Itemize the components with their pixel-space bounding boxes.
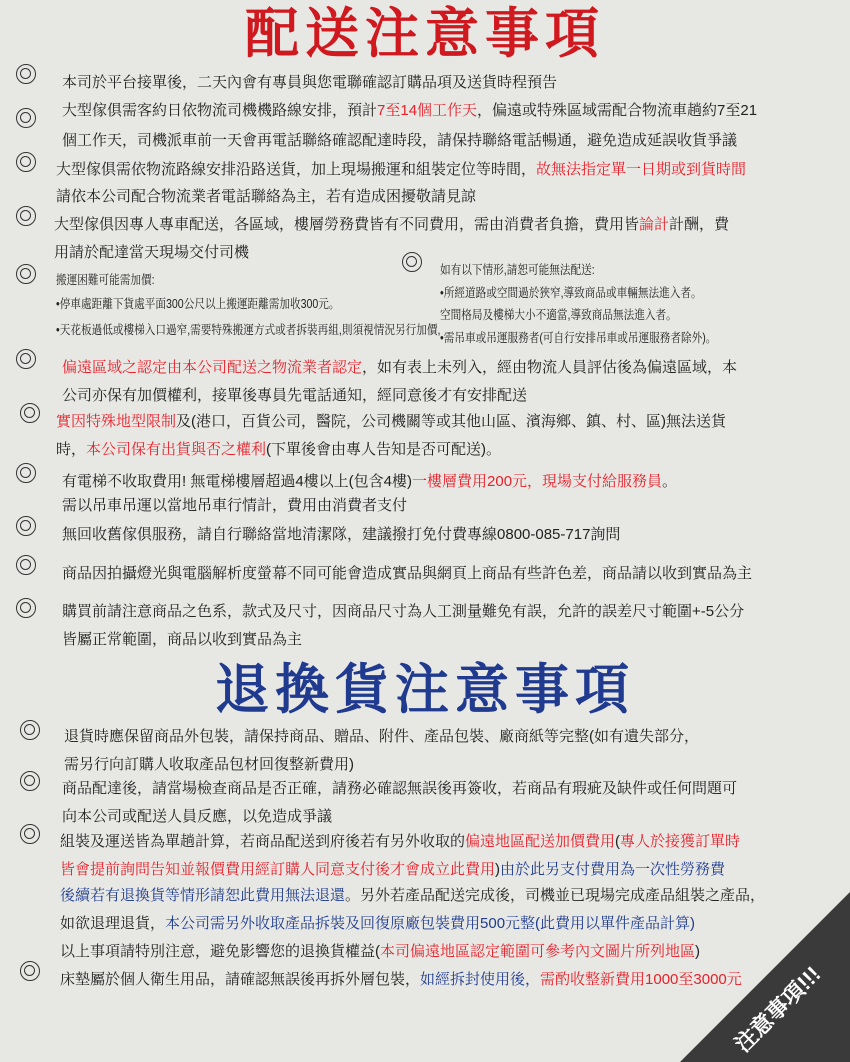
notice-line: [60, 860, 725, 880]
notice-text: 計酬，費: [669, 216, 730, 233]
notice-line: [440, 283, 702, 303]
notice-highlight-red: 故無法指定單一日期或到貨時間: [536, 161, 747, 178]
notice-line: [56, 294, 340, 314]
notice-line: [56, 187, 476, 207]
double-circle-icon: [16, 463, 36, 483]
notice-text: 退貨時應保留商品外包裝，請保持商品、贈品、附件、產品包裝、廠商紙等完整(如有遺失部分，: [64, 728, 699, 745]
notice-line: [62, 807, 332, 827]
notice-text: 有電梯不收取費用! 無電梯樓層超過4樓以上(包含4樓): [62, 473, 413, 490]
return-notice-title: 退換貨注意事項: [215, 660, 635, 720]
notice-line: [56, 440, 501, 460]
notice-highlight-red: 論計: [639, 216, 670, 233]
notice-text: 皆屬正常範圍，商品以收到實品為主: [62, 631, 303, 648]
double-circle-icon: [20, 403, 40, 423]
double-circle-icon: [20, 824, 40, 844]
notice-line: [62, 496, 407, 516]
notice-text: 大型傢俱因專人專車配送，各區域，樓層勞務費皆有不同費用，需由消費者負擔，費用皆: [54, 216, 640, 233]
double-circle-icon: [16, 152, 36, 172]
notice-text: ): [695, 943, 701, 960]
notice-line: [60, 970, 742, 990]
notice-highlight-red: 7至14個工作天: [377, 102, 478, 119]
notice-text: 請依本公司配合物流業者電話聯絡為主，若有造成困擾敬請見諒: [56, 188, 477, 205]
notice-text: 時，: [56, 441, 87, 458]
notice-line: [62, 131, 737, 151]
notice-text: 用請於配達當天現場交付司機: [54, 244, 250, 261]
notice-line: [60, 832, 740, 852]
notice-text: 空間格局及樓梯大小不適當,導致商品無法進入者。: [440, 308, 677, 322]
double-circle-icon: [16, 108, 36, 128]
notice-line: [62, 564, 752, 584]
notice-text: 無回收舊傢俱服務，請自行聯絡當地清潔隊，建議撥打免付費專線0800-085-717詢問: [62, 526, 621, 543]
notice-text: 搬運困難可能需加價:: [56, 273, 155, 287]
notice-text: 商品因拍攝燈光與電腦解析度螢幕不同可能會造成實品與網頁上商品有些許色差，商品請以收到實品為主: [62, 565, 753, 582]
corner-banner-label: 注意事項!!!: [729, 961, 826, 1057]
notice-highlight-blue: 由於此另支付費用為一次性勞務費: [500, 861, 726, 878]
notice-text: 大型傢俱需客約日依物流司機機路線安排，預計: [62, 102, 378, 119]
notice-text: 。另外若產品配送完成後，司機並已現場完成產品組裝之產品，: [345, 887, 766, 904]
notice-highlight-red: 需酌收整新費用1000至3000元: [540, 971, 742, 988]
notice-text: 向本公司或配送人員反應，以免造成爭議: [62, 808, 333, 825]
notice-text: 個工作天，司機派車前一天會再電話聯絡確認配達時段，請保持聯絡電話暢通，避免造成延誤收貨爭議: [62, 132, 738, 149]
notice-text: •停車處距離下貨處平面300公尺以上搬運距離需加收300元。: [56, 297, 340, 311]
double-circle-icon: [20, 771, 40, 791]
double-circle-icon: [402, 252, 422, 272]
notice-line: [440, 328, 716, 348]
notice-text: 公司亦保有加價權利，接單後專員先電話通知，經同意後才有安排配送: [62, 387, 528, 404]
notice-text: ，如有表上未列入，經由物流人員評估後為偏遠區域，本: [362, 359, 738, 376]
double-circle-icon: [20, 720, 40, 740]
notice-line: [60, 886, 765, 906]
notice-text: 大型傢俱需依物流路線安排沿路送貨，加上現場搬運和組裝定位等時間，: [56, 161, 537, 178]
notice-highlight-red: 皆會提前詢問告知並報價費用經訂購人同意支付後才會成立此費用: [60, 861, 496, 878]
notice-text: 如有以下情形,請恕可能無法配送:: [440, 263, 595, 277]
notice-line: [56, 320, 440, 340]
notice-highlight-red: 實因特殊地型限制: [56, 413, 177, 430]
notice-highlight-red: 本司偏遠地區認定範圍可參考內文圖片所列地區: [380, 943, 696, 960]
notice-highlight-blue: 如經拆封使用後，: [420, 971, 541, 988]
notice-text: 床墊屬於個人衛生用品，請確認無誤後再拆外層包裝，: [60, 971, 421, 988]
notice-text: 購買前請注意商品之色系，款式及尺寸，因商品尺寸為人工測量難免有誤，允許的誤差尺寸範圍+-5公分: [62, 603, 745, 620]
notice-text: ): [495, 861, 501, 878]
notice-line: [62, 472, 677, 492]
notice-text: 及(港口，百貨公司，醫院，公司機關等或其他山區、濱海鄉、鎮、村、區)無法送貨: [176, 413, 727, 430]
notice-line: [62, 525, 620, 545]
notice-highlight-red: 一樓層費用200元，現場支付給服務員: [412, 473, 663, 490]
double-circle-icon: [16, 206, 36, 226]
notice-line: [62, 602, 744, 622]
double-circle-icon: [16, 349, 36, 369]
notice-text: 需另行向訂購人收取產品包材回復整新費用): [64, 756, 354, 773]
notice-text: 。: [662, 473, 678, 490]
notice-highlight-red: 專人於接獲訂單時: [620, 833, 741, 850]
notice-text: (下單後會由專人告知是否可配送)。: [266, 441, 502, 458]
notice-line: [64, 727, 699, 747]
notice-line: [56, 270, 155, 290]
notice-highlight-blue: 後續若有退換貨等情形請恕此費用無法退還: [60, 887, 346, 904]
notice-line: [62, 73, 557, 93]
notice-line: [62, 358, 737, 378]
notice-text: •天花板過低或樓梯入口過窄,需要特殊搬運方式或者拆裝再組,則須視情況另行加價,: [56, 323, 441, 337]
notice-text: 本司於平台接單後，二天內會有專員與您電聯確認訂購品項及送貨時程預告: [62, 74, 558, 91]
notice-line: [440, 260, 595, 280]
double-circle-icon: [16, 516, 36, 536]
notice-line: [62, 101, 757, 121]
notice-text: 需以吊車吊運以當地吊車行情計，費用由消費者支付: [62, 497, 408, 514]
notice-text: 以上事項請特別注意，避免影響您的退換貨權益(: [60, 943, 380, 960]
double-circle-icon: [16, 555, 36, 575]
notice-line: [440, 305, 677, 325]
notice-text: •需吊車或吊運服務者(可自行安排吊車或吊運服務者除外)。: [440, 331, 717, 345]
notice-line: [60, 914, 695, 934]
notice-text: ，偏遠或特殊區域需配合物流車趟約7至21: [477, 102, 758, 119]
notice-highlight-blue: 本公司需另外收取產品拆裝及回復原廠包裝費用500元整(此費用以單件產品計算): [165, 915, 696, 932]
notice-highlight-red: 偏遠地區配送加價費用: [465, 833, 616, 850]
double-circle-icon: [16, 598, 36, 618]
double-circle-icon: [20, 961, 40, 981]
notice-text: •所經道路或空間過於狹窄,導致商品或車輛無法進入者。: [440, 286, 702, 300]
notice-highlight-red: 偏遠區域之認定由本公司配送之物流業者認定: [62, 359, 363, 376]
notice-text: 如欲退理退貨，: [60, 915, 166, 932]
delivery-notice-title: 配送注意事項: [245, 4, 605, 64]
notice-text: 商品配達後，請當場檢查商品是否正確，請務必確認無誤後再簽收，若商品有瑕疵及缺件或任何問題可: [62, 780, 738, 797]
notice-highlight-red: 本公司保有出貨與否之權利: [86, 441, 267, 458]
notice-line: [56, 160, 746, 180]
double-circle-icon: [16, 64, 36, 84]
notice-line: [56, 412, 726, 432]
notice-text: (: [615, 833, 621, 850]
notice-line: [54, 243, 249, 263]
notice-line: [62, 630, 302, 650]
notice-line: [62, 386, 527, 406]
double-circle-icon: [16, 264, 36, 284]
notice-line: [64, 755, 354, 775]
notice-line: [62, 779, 737, 799]
notice-text: 組裝及運送皆為單趟計算，若商品配送到府後若有另外收取的: [60, 833, 466, 850]
notice-line: [54, 215, 729, 235]
notice-line: [60, 942, 700, 962]
